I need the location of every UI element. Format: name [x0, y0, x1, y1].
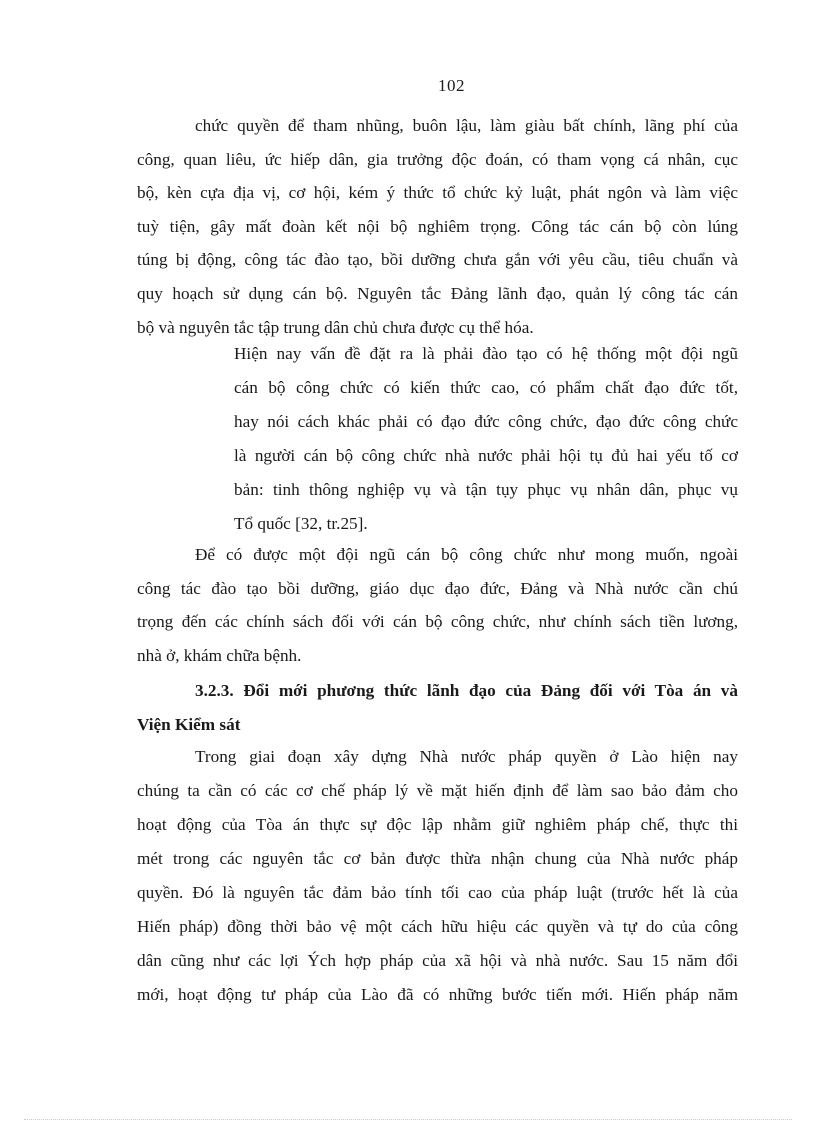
quote-line: Tổ quốc [32, tr.25]. — [234, 514, 368, 533]
block-quote — [234, 337, 738, 541]
text-line: túng bị động, công tác đào tạo, bồi dưỡng chưa gắn với yêu cầu, tiêu chuẩn và — [137, 250, 738, 270]
text-line: công, quan liêu, ức hiếp dân, gia trưởng độc đoán, có tham vọng cá nhân, cục — [137, 149, 738, 169]
quote-line: Hiện nay vấn đề đặt ra là phải đào tạo có hệ thống một đội ngũ — [234, 344, 738, 363]
page-bottom-border — [24, 1119, 792, 1120]
text-line: nhà ở, khám chữa bệnh. — [137, 645, 302, 665]
heading-line: Viện Kiểm sát — [137, 715, 241, 734]
text-line: quy hoạch sử dụng cán bộ. Nguyên tắc Đảng lãnh đạo, quản lý công tác cán — [137, 283, 738, 303]
paragraph-continuation — [137, 109, 738, 344]
text-line: bộ, kèn cựa địa vị, cơ hội, kém ý thức tổ chức kỷ luật, phát ngôn và làm việc — [137, 183, 738, 203]
text-line: bộ và nguyên tắc tập trung dân chủ chưa được cụ thể hóa. — [137, 317, 534, 337]
section-heading — [137, 674, 738, 742]
quote-line: cán bộ công chức có kiến thức cao, có phẩm chất đạo đức tốt, — [234, 378, 738, 397]
text-line: hoạt động của Tòa án thực sự độc lập nhằm giữ nghiêm pháp chế, thực thi — [137, 815, 738, 834]
quote-line: hay nói cách khác phải có đạo đức công chức, đạo đức công chức — [234, 412, 738, 431]
paragraph — [137, 740, 738, 1012]
text-line: Để có được một đội ngũ cán bộ công chức như mong muốn, ngoài — [195, 545, 738, 564]
text-line: trọng đến các chính sách đối với cán bộ công chức, như chính sách tiền lương, — [137, 612, 738, 632]
text-line: quyền. Đó là nguyên tắc đảm bảo tính tối cao của pháp luật (trước hết là của — [137, 883, 738, 902]
heading-line: 3.2.3. Đổi mới phương thức lãnh đạo của Đảng đối với Tòa án và — [195, 681, 738, 700]
text-line: mới, hoạt động tư pháp của Lào đã có những bước tiến mới. Hiến pháp năm — [137, 985, 738, 1004]
text-line: dân cũng như các lợi Ých hợp pháp của xã hội và nhà nước. Sau 15 năm đổi — [137, 951, 738, 970]
text-line: Hiến pháp) đồng thời bảo vệ một cách hữu hiệu các quyền và tự do của công — [137, 917, 738, 936]
quote-line: là người cán bộ công chức nhà nước phải hội tụ đủ hai yếu tố cơ — [234, 446, 738, 465]
text-line: công tác đào tạo bồi dưỡng, giáo dục đạo đức, Đảng và Nhà nước cần chú — [137, 578, 738, 598]
text-line: Trong giai đoạn xây dựng Nhà nước pháp quyền ở Lào hiện nay — [195, 747, 738, 766]
text-line: chúng ta cần có các cơ chế pháp lý về mặt hiến định để làm sao bảo đảm cho — [137, 781, 738, 800]
text-line: mét trong các nguyên tắc cơ bản được thừa nhận chung của Nhà nước pháp — [137, 849, 738, 868]
quote-line: bản: tinh thông nghiệp vụ và tận tụy phục vụ nhân dân, phục vụ — [234, 480, 738, 499]
text-line: tuỳ tiện, gây mất đoàn kết nội bộ nghiêm trọng. Công tác cán bộ còn lúng — [137, 216, 738, 236]
text-line: chức quyền để tham nhũng, buôn lậu, làm giàu bất chính, lãng phí của — [195, 116, 738, 135]
page-number: 102 — [438, 76, 465, 95]
paragraph — [137, 538, 738, 672]
